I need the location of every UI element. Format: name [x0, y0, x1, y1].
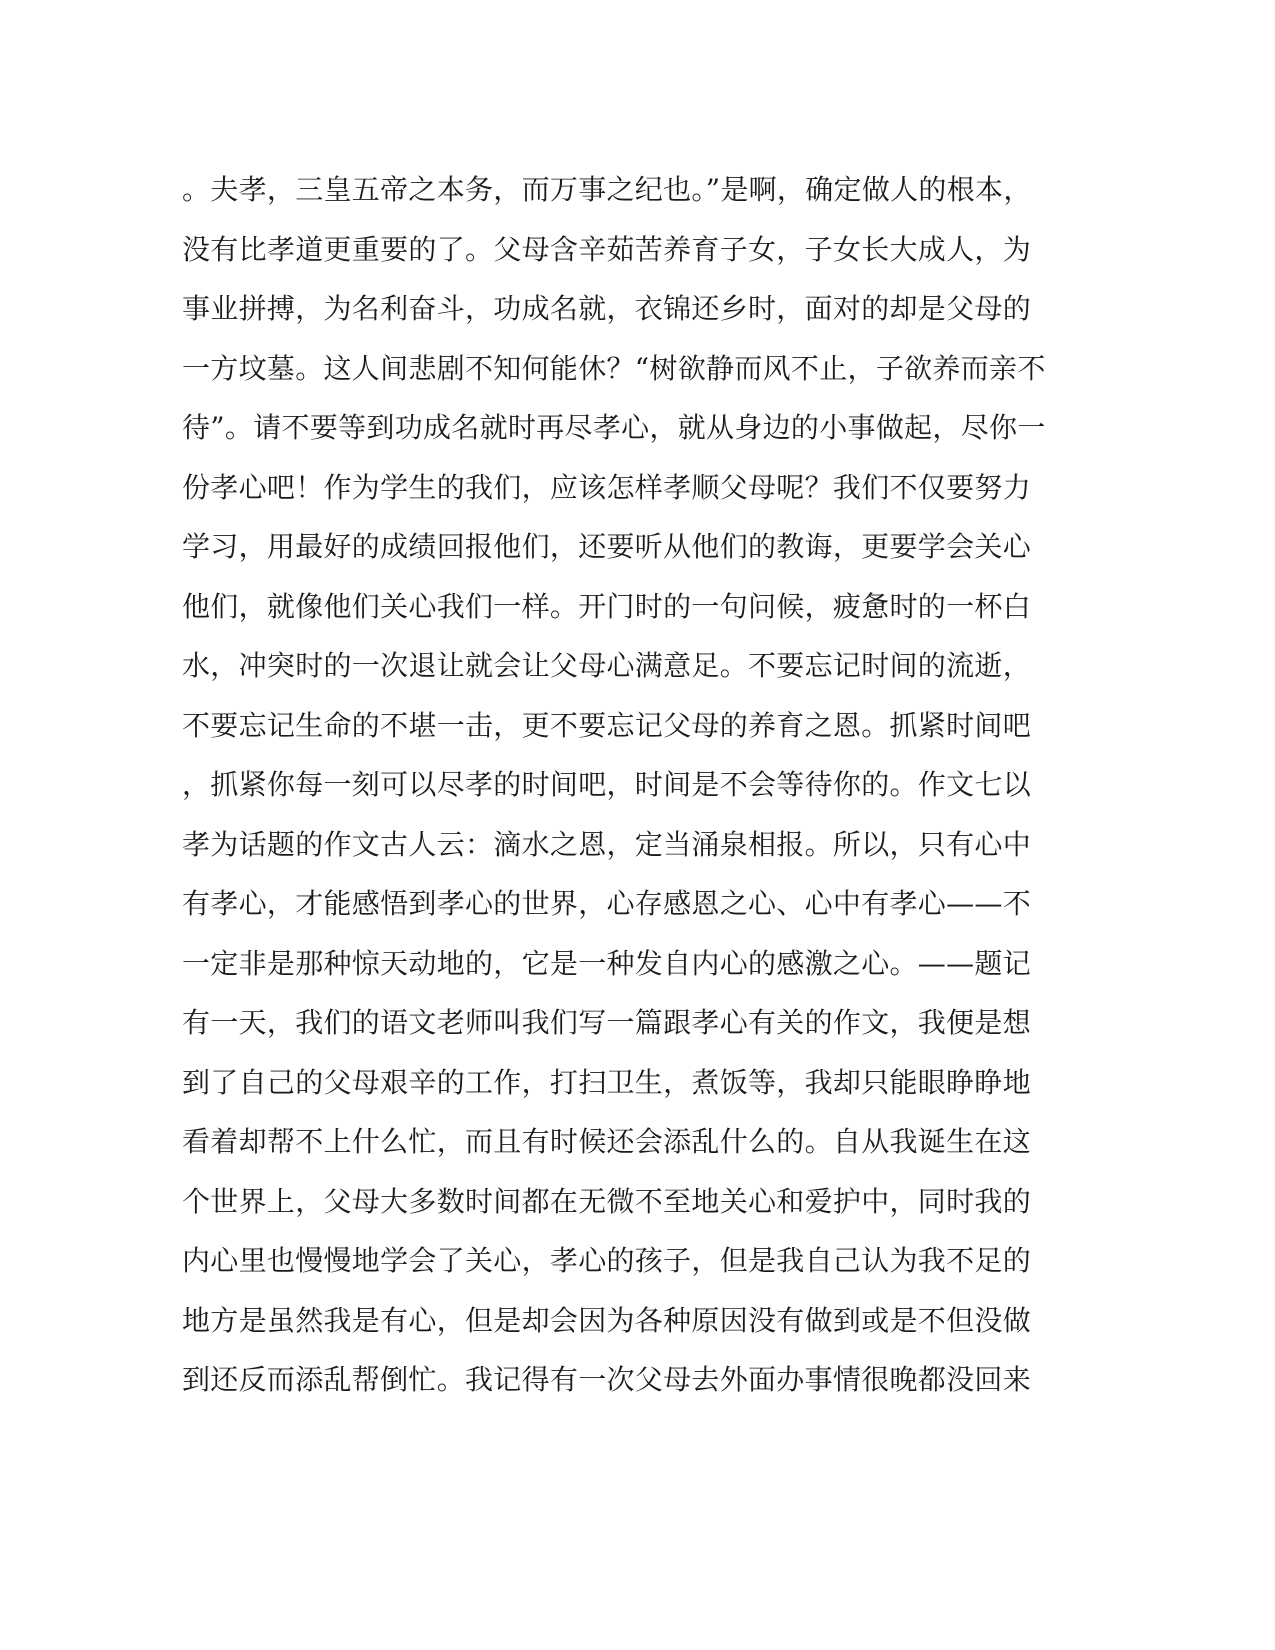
text-line: 学习，用最好的成绩回报他们，还要听从他们的教诲，更要学会关心: [182, 530, 1032, 563]
text-line: 。夫孝，三皇五帝之本务，而万事之纪也。”是啊，确定做人的根本，: [182, 173, 1032, 206]
text-line: 不要忘记生命的不堪一击，更不要忘记父母的养育之恩。抓紧时间吧: [182, 708, 1032, 742]
text-line: 孝为话题的作文古人云：滴水之恩，定当涌泉相报。所以，只有心中: [182, 827, 1032, 861]
text-line: 份孝心吧！作为学生的我们，应该怎样孝顺父母呢？我们不仅要努力: [182, 470, 1032, 504]
text-line: 没有比孝道更重要的了。父母含辛茹苦养育子女，子女长大成人，为: [182, 232, 1032, 266]
text-line: 到了自己的父母艰辛的工作，打扫卫生，煮饭等，我却只能眼睁睁地: [182, 1065, 1032, 1099]
text-line: 一方坟墓。这人间悲剧不知何能休？“树欲静而风不止，子欲养而亲不: [182, 351, 1046, 385]
text-line: 水，冲突时的一次退让就会让父母心满意足。不要忘记时间的流逝，: [182, 649, 1032, 682]
text-line: ，抓紧你每一刻可以尽孝的时间吧，时间是不会等待你的。作文七以: [182, 768, 1032, 801]
text-line: 地方是虽然我是有心，但是却会因为各种原因没有做到或是不但没做: [182, 1303, 1032, 1337]
text-line: 到还反而添乱帮倒忙。我记得有一次父母去外面办事情很晚都没回来: [182, 1363, 1032, 1396]
text-line: 有一天，我们的语文老师叫我们写一篇跟孝心有关的作文，我便是想: [182, 1006, 1032, 1039]
text-line: 一定非是那种惊天动地的，它是一种发自内心的感激之心。——题记: [182, 946, 1032, 980]
essay-body: [182, 160, 1046, 1410]
text-line: 个世界上，父母大多数时间都在无微不至地关心和爱护中，同时我的: [182, 1184, 1032, 1218]
text-line: 有孝心，才能感悟到孝心的世界，心存感恩之心、心中有孝心——不: [182, 887, 1032, 920]
text-line: 事业拼搏，为名利奋斗，功成名就，衣锦还乡时，面对的却是父母的: [182, 292, 1032, 325]
text-line: 待”。请不要等到功成名就时再尽孝心，就从身边的小事做起，尽你一: [182, 411, 1046, 444]
text-line: 看着却帮不上什么忙，而且有时候还会添乱什么的。自从我诞生在这: [182, 1125, 1032, 1158]
text-line: 内心里也慢慢地学会了关心，孝心的孩子，但是我自己认为我不足的: [182, 1244, 1032, 1277]
text-line: 他们，就像他们关心我们一样。开门时的一句问候，疲惫时的一杯白: [182, 589, 1032, 623]
